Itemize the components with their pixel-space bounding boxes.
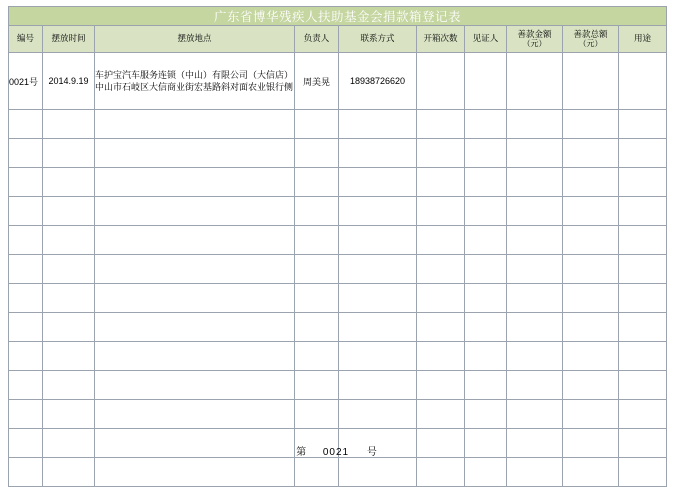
footer-number: 0021	[322, 447, 350, 458]
cell-number[interactable]	[9, 110, 43, 139]
table-row[interactable]	[9, 371, 667, 400]
header-label: 开箱次数	[423, 33, 458, 44]
cell-open-count[interactable]	[417, 53, 465, 110]
column-header-number	[9, 26, 43, 53]
page-footer	[0, 443, 674, 458]
cell-contact[interactable]	[339, 313, 417, 342]
cell-contact[interactable]	[339, 197, 417, 226]
cell-manager[interactable]	[295, 458, 339, 487]
cell-date[interactable]	[43, 255, 95, 284]
table-row[interactable]	[9, 197, 667, 226]
cell-usage[interactable]	[619, 371, 667, 400]
cell-total[interactable]	[563, 197, 619, 226]
cell-contact[interactable]	[339, 139, 417, 168]
cell-manager[interactable]: 周美晃	[295, 53, 339, 110]
cell-place[interactable]	[95, 458, 295, 487]
cell-usage[interactable]	[619, 168, 667, 197]
cell-witness[interactable]	[465, 255, 507, 284]
cell-amount[interactable]	[507, 371, 563, 400]
column-header-witness	[465, 26, 507, 53]
cell-total[interactable]	[563, 458, 619, 487]
cell-number[interactable]	[9, 342, 43, 371]
cell-place[interactable]	[95, 168, 295, 197]
cell-amount[interactable]	[507, 53, 563, 110]
footer-prefix: 第	[296, 447, 308, 458]
cell-usage[interactable]	[619, 400, 667, 429]
cell-witness[interactable]	[465, 458, 507, 487]
table-row[interactable]	[9, 226, 667, 255]
cell-contact[interactable]	[339, 342, 417, 371]
header-row	[9, 26, 667, 53]
cell-usage[interactable]	[619, 197, 667, 226]
header-label: 善款金额	[517, 28, 552, 39]
cell-manager[interactable]	[295, 342, 339, 371]
cell-date[interactable]	[43, 284, 95, 313]
table-row[interactable]	[9, 168, 667, 197]
cell-place[interactable]	[95, 284, 295, 313]
cell-contact[interactable]	[339, 371, 417, 400]
cell-manager[interactable]	[295, 313, 339, 342]
cell-number[interactable]	[9, 458, 43, 487]
cell-date[interactable]	[43, 197, 95, 226]
cell-manager[interactable]	[295, 168, 339, 197]
header-label: 编号	[16, 33, 34, 44]
cell-number[interactable]	[9, 197, 43, 226]
cell-total[interactable]	[563, 371, 619, 400]
table-row[interactable]	[9, 458, 667, 487]
cell-usage[interactable]	[619, 110, 667, 139]
cell-manager[interactable]	[295, 400, 339, 429]
cell-total[interactable]	[563, 313, 619, 342]
cell-contact[interactable]: 18938726620	[339, 53, 417, 110]
cell-place[interactable]	[95, 342, 295, 371]
header-label: 联系方式	[360, 33, 395, 44]
cell-total[interactable]	[563, 342, 619, 371]
header-label: 负责人	[303, 33, 330, 44]
cell-witness[interactable]	[465, 53, 507, 110]
cell-date[interactable]	[43, 458, 95, 487]
cell-open-count[interactable]	[417, 400, 465, 429]
cell-place[interactable]	[95, 197, 295, 226]
cell-place[interactable]	[95, 255, 295, 284]
cell-number[interactable]	[9, 313, 43, 342]
cell-open-count[interactable]	[417, 342, 465, 371]
cell-total[interactable]	[563, 110, 619, 139]
cell-manager[interactable]	[295, 255, 339, 284]
cell-number[interactable]	[9, 255, 43, 284]
cell-date[interactable]	[43, 342, 95, 371]
cell-manager[interactable]	[295, 110, 339, 139]
cell-amount[interactable]	[507, 458, 563, 487]
cell-amount[interactable]	[507, 110, 563, 139]
cell-number[interactable]: 0021号	[9, 53, 43, 110]
table-row[interactable]	[9, 400, 667, 429]
header-label: 见证人	[472, 33, 499, 44]
cell-manager[interactable]	[295, 284, 339, 313]
table-row[interactable]	[9, 139, 667, 168]
cell-open-count[interactable]	[417, 313, 465, 342]
column-header-place	[95, 26, 295, 53]
cell-witness[interactable]	[465, 110, 507, 139]
cell-manager[interactable]	[295, 371, 339, 400]
cell-total[interactable]	[563, 226, 619, 255]
cell-number[interactable]	[9, 139, 43, 168]
cell-amount[interactable]	[507, 139, 563, 168]
cell-amount[interactable]	[507, 284, 563, 313]
cell-place[interactable]	[95, 226, 295, 255]
cell-amount[interactable]	[507, 168, 563, 197]
cell-witness[interactable]	[465, 226, 507, 255]
cell-place[interactable]	[95, 400, 295, 429]
cell-total[interactable]	[563, 284, 619, 313]
cell-contact[interactable]	[339, 284, 417, 313]
cell-usage[interactable]	[619, 255, 667, 284]
column-header-usage	[619, 26, 667, 53]
cell-witness[interactable]	[465, 400, 507, 429]
cell-date[interactable]	[43, 139, 95, 168]
cell-date[interactable]	[43, 168, 95, 197]
cell-witness[interactable]	[465, 371, 507, 400]
cell-open-count[interactable]	[417, 110, 465, 139]
cell-date[interactable]	[43, 226, 95, 255]
cell-usage[interactable]	[619, 284, 667, 313]
cell-place[interactable]: 车护宝汽车服务连锁（中山）有限公司（大信店）中山市石岐区大信商业街宏基路斜对面农业银行侧	[95, 53, 295, 110]
cell-date[interactable]	[43, 313, 95, 342]
cell-total[interactable]	[563, 53, 619, 110]
cell-witness[interactable]	[465, 284, 507, 313]
cell-witness[interactable]	[465, 313, 507, 342]
cell-amount[interactable]	[507, 313, 563, 342]
cell-date[interactable]	[43, 400, 95, 429]
cell-witness[interactable]	[465, 197, 507, 226]
cell-number[interactable]	[9, 371, 43, 400]
table-row[interactable]	[9, 313, 667, 342]
cell-usage[interactable]	[619, 226, 667, 255]
cell-usage[interactable]	[619, 53, 667, 110]
cell-number[interactable]	[9, 226, 43, 255]
cell-manager[interactable]	[295, 197, 339, 226]
cell-usage[interactable]	[619, 139, 667, 168]
cell-usage[interactable]	[619, 313, 667, 342]
cell-manager[interactable]	[295, 139, 339, 168]
header-label: 善款总额	[573, 28, 608, 39]
header-label: 摆放地点	[177, 33, 212, 44]
column-header-date	[43, 26, 95, 53]
cell-usage[interactable]	[619, 458, 667, 487]
header-sublabel: （元）	[578, 39, 603, 49]
cell-contact[interactable]	[339, 226, 417, 255]
column-header-manager	[295, 26, 339, 53]
cell-open-count[interactable]	[417, 197, 465, 226]
title-row	[9, 7, 667, 26]
cell-place[interactable]	[95, 139, 295, 168]
cell-amount[interactable]	[507, 342, 563, 371]
cell-total[interactable]	[563, 139, 619, 168]
header-label: 用途	[634, 33, 652, 44]
cell-open-count[interactable]	[417, 168, 465, 197]
table-row[interactable]	[9, 255, 667, 284]
table-row[interactable]	[9, 284, 667, 313]
cell-witness[interactable]	[465, 342, 507, 371]
cell-amount[interactable]	[507, 400, 563, 429]
footer-suffix: 号	[366, 447, 378, 458]
cell-amount[interactable]	[507, 226, 563, 255]
cell-contact[interactable]	[339, 400, 417, 429]
cell-total[interactable]	[563, 168, 619, 197]
cell-manager[interactable]	[295, 226, 339, 255]
cell-total[interactable]	[563, 400, 619, 429]
cell-place[interactable]	[95, 313, 295, 342]
table-row[interactable]	[9, 110, 667, 139]
column-header-amount	[507, 26, 563, 53]
cell-open-count[interactable]	[417, 284, 465, 313]
cell-contact[interactable]	[339, 255, 417, 284]
cell-number[interactable]	[9, 284, 43, 313]
header-sublabel: （元）	[522, 39, 547, 49]
cell-number[interactable]	[9, 400, 43, 429]
cell-open-count[interactable]	[417, 458, 465, 487]
cell-witness[interactable]	[465, 139, 507, 168]
cell-open-count[interactable]	[417, 371, 465, 400]
cell-place[interactable]	[95, 371, 295, 400]
cell-contact[interactable]	[339, 168, 417, 197]
cell-witness[interactable]	[465, 168, 507, 197]
cell-open-count[interactable]	[417, 255, 465, 284]
cell-total[interactable]	[563, 255, 619, 284]
cell-contact[interactable]	[339, 458, 417, 487]
header-label: 摆放时间	[51, 33, 86, 44]
cell-contact[interactable]	[339, 110, 417, 139]
column-header-contact	[339, 26, 417, 53]
cell-number[interactable]	[9, 168, 43, 197]
table-row[interactable]	[9, 342, 667, 371]
cell-usage[interactable]	[619, 342, 667, 371]
cell-date[interactable]	[43, 371, 95, 400]
cell-place[interactable]	[95, 110, 295, 139]
cell-date[interactable]: 2014.9.19	[43, 53, 95, 110]
cell-amount[interactable]	[507, 197, 563, 226]
cell-open-count[interactable]	[417, 226, 465, 255]
registration-table	[8, 6, 667, 487]
cell-open-count[interactable]	[417, 139, 465, 168]
cell-amount[interactable]	[507, 255, 563, 284]
table-row[interactable]	[9, 53, 667, 110]
page-title: 广东省博华残疾人扶助基金会捐款箱登记表	[9, 7, 667, 26]
column-header-total	[563, 26, 619, 53]
cell-date[interactable]	[43, 110, 95, 139]
column-header-open-count	[417, 26, 465, 53]
